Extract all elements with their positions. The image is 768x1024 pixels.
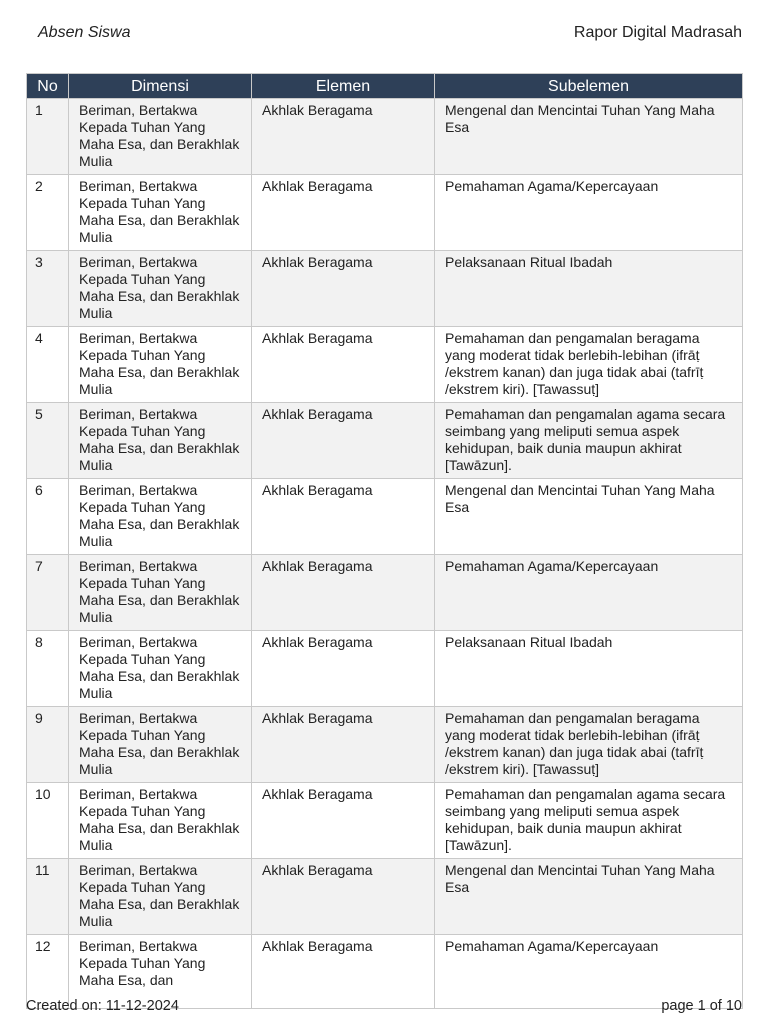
table-row (27, 99, 743, 175)
cell-elemen: Akhlak Beragama (252, 327, 435, 403)
document-header-title: Absen Siswa (38, 24, 131, 41)
cell-dimensi: Beriman, Bertakwa Kepada Tuhan Yang Maha Esa, dan (69, 935, 252, 1009)
table-row (27, 783, 743, 859)
cell-subelemen: Pemahaman dan pengamalan agama secara seimbang yang meliputi semua aspek kehidupan, baik dunia maupun akhirat [Tawāzun]. (435, 783, 743, 859)
cell-no: 10 (27, 783, 69, 859)
cell-dimensi: Beriman, Bertakwa Kepada Tuhan Yang Maha Esa, dan Berakhlak Mulia (69, 859, 252, 935)
cell-elemen: Akhlak Beragama (252, 175, 435, 251)
table-row (27, 403, 743, 479)
table-header-row (27, 74, 743, 99)
dimension-table (26, 73, 743, 1009)
cell-dimensi: Beriman, Bertakwa Kepada Tuhan Yang Maha Esa, dan Berakhlak Mulia (69, 251, 252, 327)
cell-no: 4 (27, 327, 69, 403)
cell-subelemen: Pemahaman dan pengamalan beragama yang moderat tidak berlebih-lebihan (ifrāṭ /ekstrem kanan) dan juga tidak abai (tafrīṭ /ekstrem kiri). [Tawassuṭ] (435, 707, 743, 783)
cell-subelemen: Pemahaman Agama/Kepercayaan (435, 555, 743, 631)
table-row (27, 555, 743, 631)
cell-subelemen: Pelaksanaan Ritual Ibadah (435, 251, 743, 327)
cell-dimensi: Beriman, Bertakwa Kepada Tuhan Yang Maha Esa, dan Berakhlak Mulia (69, 479, 252, 555)
table-row (27, 175, 743, 251)
cell-no: 3 (27, 251, 69, 327)
cell-subelemen: Pemahaman Agama/Kepercayaan (435, 935, 743, 1009)
created-date: Created on: 11-12-2024 (26, 998, 179, 1014)
cell-no: 11 (27, 859, 69, 935)
table-row (27, 631, 743, 707)
cell-elemen: Akhlak Beragama (252, 631, 435, 707)
cell-dimensi: Beriman, Bertakwa Kepada Tuhan Yang Maha Esa, dan Berakhlak Mulia (69, 783, 252, 859)
document-header-app-name: Rapor Digital Madrasah (573, 24, 742, 41)
cell-elemen: Akhlak Beragama (252, 859, 435, 935)
cell-elemen: Akhlak Beragama (252, 707, 435, 783)
cell-elemen: Akhlak Beragama (252, 783, 435, 859)
column-header-no: No (27, 74, 69, 99)
cell-dimensi: Beriman, Bertakwa Kepada Tuhan Yang Maha Esa, dan Berakhlak Mulia (69, 327, 252, 403)
cell-no: 2 (27, 175, 69, 251)
cell-no: 6 (27, 479, 69, 555)
cell-subelemen: Pemahaman dan pengamalan beragama yang moderat tidak berlebih-lebihan (ifrāṭ /ekstrem kanan) dan juga tidak abai (tafrīṭ /ekstrem kiri). [Tawassuṭ] (435, 327, 743, 403)
page-number: page 1 of 10 (661, 998, 742, 1014)
table-row (27, 479, 743, 555)
cell-dimensi: Beriman, Bertakwa Kepada Tuhan Yang Maha Esa, dan Berakhlak Mulia (69, 99, 252, 175)
table-container (26, 73, 742, 988)
cell-elemen: Akhlak Beragama (252, 403, 435, 479)
cell-no: 5 (27, 403, 69, 479)
table-header (27, 74, 743, 99)
table-body (27, 99, 743, 1009)
cell-subelemen: Mengenal dan Mencintai Tuhan Yang Maha Esa (435, 859, 743, 935)
table-row (27, 707, 743, 783)
cell-subelemen: Mengenal dan Mencintai Tuhan Yang Maha Esa (435, 99, 743, 175)
cell-elemen: Akhlak Beragama (252, 935, 435, 1009)
cell-subelemen: Mengenal dan Mencintai Tuhan Yang Maha Esa (435, 479, 743, 555)
cell-elemen: Akhlak Beragama (252, 479, 435, 555)
cell-dimensi: Beriman, Bertakwa Kepada Tuhan Yang Maha Esa, dan Berakhlak Mulia (69, 175, 252, 251)
cell-elemen: Akhlak Beragama (252, 99, 435, 175)
cell-elemen: Akhlak Beragama (252, 251, 435, 327)
column-header-dimensi: Dimensi (69, 74, 252, 99)
cell-no: 8 (27, 631, 69, 707)
cell-subelemen: Pemahaman Agama/Kepercayaan (435, 175, 743, 251)
table-row (27, 859, 743, 935)
cell-elemen: Akhlak Beragama (252, 555, 435, 631)
table-row (27, 327, 743, 403)
cell-subelemen: Pelaksanaan Ritual Ibadah (435, 631, 743, 707)
cell-dimensi: Beriman, Bertakwa Kepada Tuhan Yang Maha Esa, dan Berakhlak Mulia (69, 555, 252, 631)
cell-no: 1 (27, 99, 69, 175)
table-row (27, 251, 743, 327)
cell-no: 7 (27, 555, 69, 631)
column-header-subelemen: Subelemen (435, 74, 743, 99)
column-header-elemen: Elemen (252, 74, 435, 99)
cell-dimensi: Beriman, Bertakwa Kepada Tuhan Yang Maha Esa, dan Berakhlak Mulia (69, 707, 252, 783)
cell-subelemen: Pemahaman dan pengamalan agama secara seimbang yang meliputi semua aspek kehidupan, baik dunia maupun akhirat [Tawāzun]. (435, 403, 743, 479)
cell-no: 9 (27, 707, 69, 783)
cell-no: 12 (27, 935, 69, 1009)
cell-dimensi: Beriman, Bertakwa Kepada Tuhan Yang Maha Esa, dan Berakhlak Mulia (69, 631, 252, 707)
cell-dimensi: Beriman, Bertakwa Kepada Tuhan Yang Maha Esa, dan Berakhlak Mulia (69, 403, 252, 479)
